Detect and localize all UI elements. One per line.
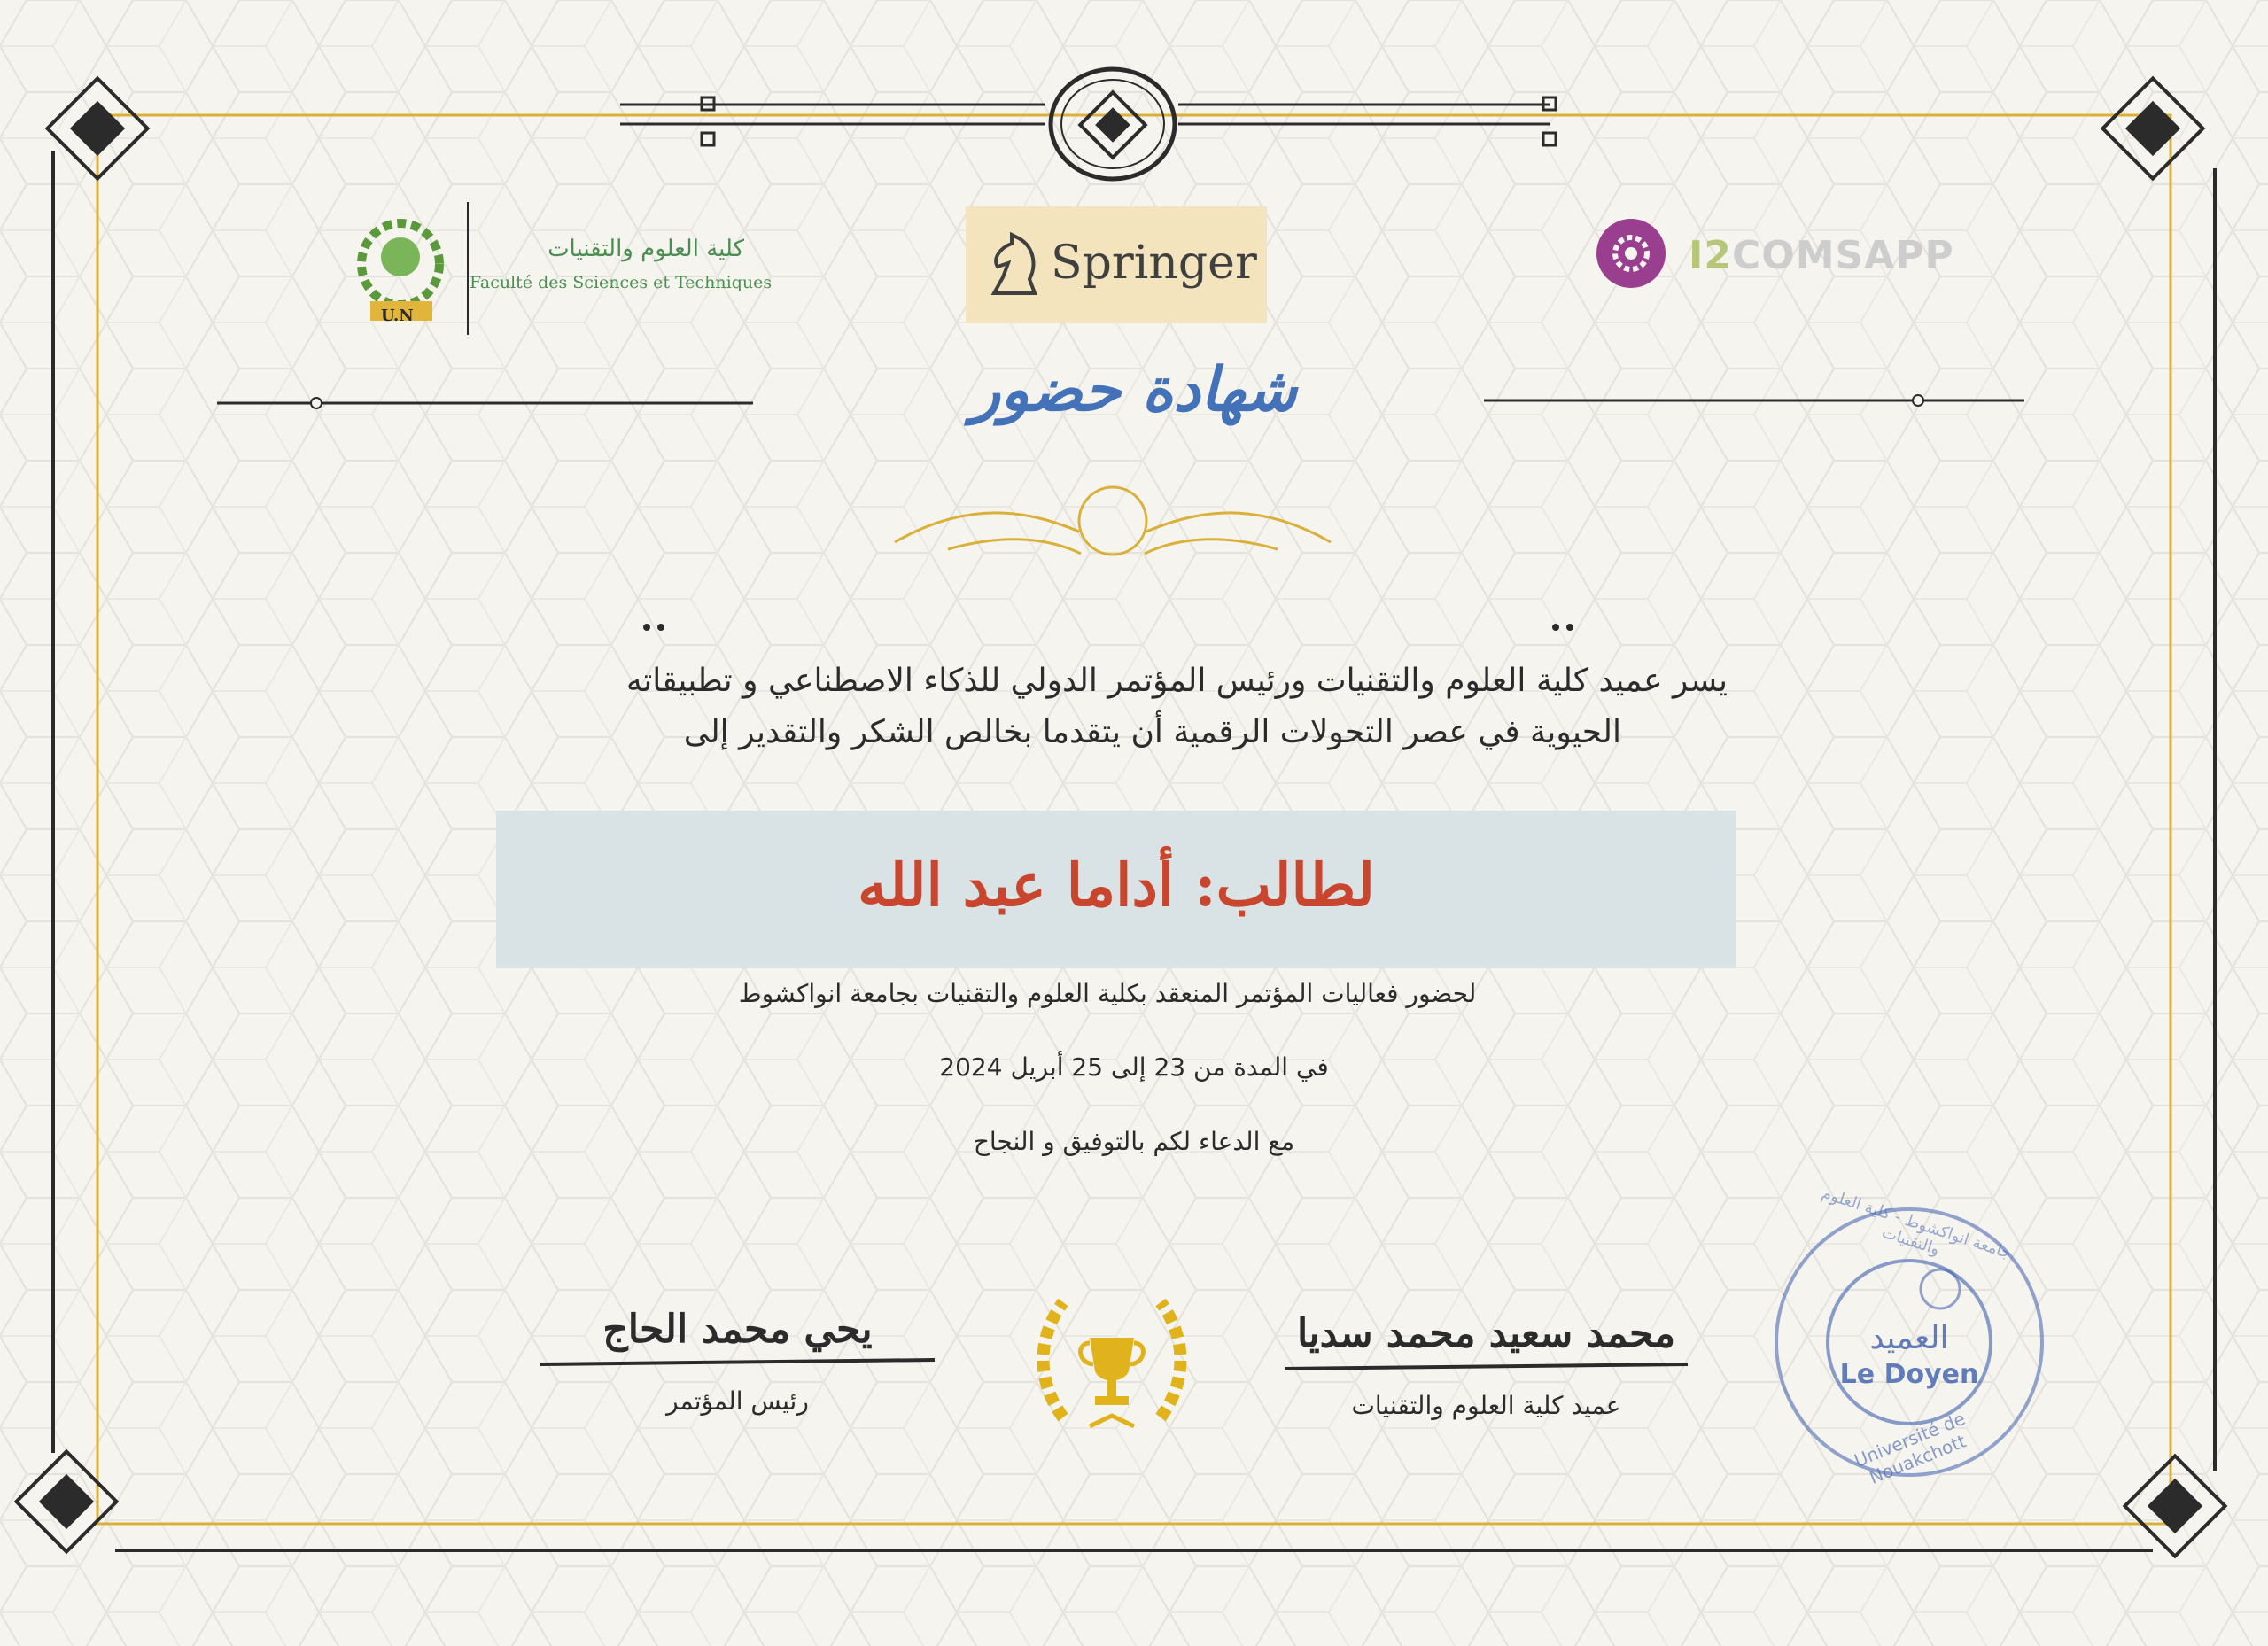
springer-label: Springer (1051, 237, 1257, 290)
diamond-corner-icon (0, 1435, 133, 1568)
diamond-corner-icon (31, 62, 164, 195)
diamond-corner-icon (2109, 1440, 2241, 1572)
gear-icon (1595, 217, 1667, 290)
conference-logo-prefix: I2 (1689, 233, 1732, 278)
recipient-name: لطالب: أداما عبد الله (858, 850, 1375, 920)
attendance-text: لحضور فعاليات المؤتمر المنعقد بكلية العلوم والتقنيات بجامعة انواكشوط (738, 979, 1477, 1008)
stamp-title-fr: Le Doyen (1839, 1359, 1979, 1390)
diamond-ornament-icon (1063, 75, 1162, 175)
conference-logo (1595, 217, 1954, 288)
faculty-badge: U.N (381, 307, 414, 325)
president-role: رئيس المؤتمر (666, 1386, 809, 1416)
knight-horse-icon (985, 231, 1044, 299)
intro-paragraph (496, 656, 1736, 758)
conference-logo-text (1689, 233, 1954, 278)
stamp-ring-fr: Université de Nouakchott (1851, 1407, 1969, 1488)
faculty-name-fr: Faculté des Sciences et Techniques (470, 273, 773, 292)
wishes-text: مع الدعاء لكم بالتوفيق و النجاح (973, 1127, 1295, 1156)
springer-logo (966, 206, 1267, 323)
certificate-title: شهادة حضور (971, 354, 1297, 425)
dates-text: في المدة من 23 إلى 25 أبريل 2024 (939, 1052, 1329, 1082)
trophy-icon (1028, 1285, 1196, 1444)
diamond-corner-icon (2086, 62, 2219, 195)
intro-line-1: يسر عميد كلية العلوم والتقنيات ورئيس المؤتمر الدولي للذكاء الاصطناعي و تطبيقاته (625, 663, 1728, 699)
dean-signature: محمد سعيد محمد سديا (1296, 1311, 1676, 1356)
conference-logo-rest: COMSAPP (1732, 233, 1954, 278)
faculty-logo (346, 202, 773, 335)
official-stamp (1763, 1184, 2055, 1488)
faculty-name-ar: كلية العلوم والتقنيات (548, 236, 744, 262)
intro-line-2: الحيوية في عصر التحولات الرقمية أن يتقدما بخالص الشكر والتقدير إلى (683, 714, 1621, 750)
stamp-ring-ar: جامعة انواكشوط - كلية العلوم والتقنيات (1819, 1184, 2015, 1263)
stamp-title-ar: العميد (1869, 1320, 1949, 1356)
logo-divider (465, 202, 470, 335)
dean-role: عميد كلية العلوم والتقنيات (1351, 1391, 1621, 1420)
president-signature: يحي محمد الحاج (602, 1307, 873, 1352)
